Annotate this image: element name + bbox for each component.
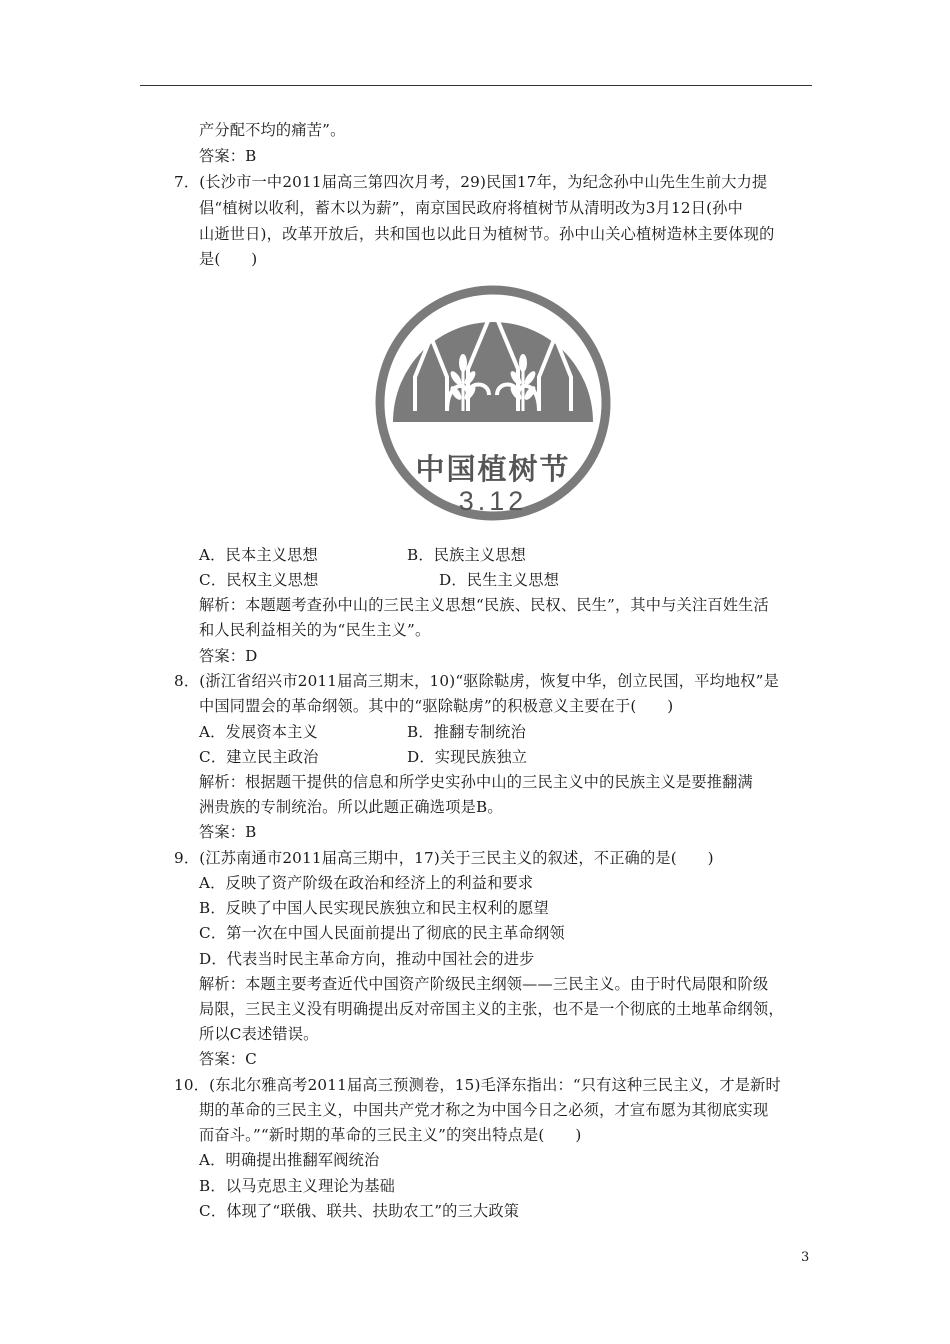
analysis-line: 所以C表述错误。 [199, 1025, 319, 1043]
question-7-line: 山逝世日)，改革开放后，共和国也以此日为植树节。孙中山关心植树造林主要体现的 [199, 225, 775, 243]
option-b: B．反映了中国人民实现民族独立和民主权利的愿望 [199, 899, 549, 917]
question-8-line: 中国同盟会的革命纲领。其中的“驱除鞑虏”的积极意义主要在于( ) [199, 697, 674, 715]
question-8-line: 8．(浙江省绍兴市2011届高三期末，10)“驱除鞑虏，恢复中华，创立民国，平均地权”是 [174, 672, 780, 690]
answer-line: 答案：C [199, 1050, 257, 1068]
arbor-day-logo [373, 283, 613, 523]
option-b: B．以马克思主义理论为基础 [199, 1177, 396, 1195]
page-number: 3 [801, 1250, 810, 1265]
option-c: C．建立民主政治 [199, 748, 319, 766]
option-d: D．实现民族独立 [407, 748, 528, 766]
option-d: D．代表当时民主革命方向，推动中国社会的进步 [199, 950, 535, 968]
answer-line: 答案：B [199, 823, 257, 841]
option-d: D．民生主义思想 [439, 571, 560, 589]
question-7-line: 7．(长沙市一中2011届高三第四次月考，29)民国17年，为纪念孙中山先生生前大力提 [174, 173, 768, 191]
option-b: B．民族主义思想 [407, 546, 527, 564]
text-line: 产分配不均的痛苦”。 [199, 121, 346, 139]
option-a: A．明确提出推翻军阀统治 [199, 1151, 380, 1169]
analysis-line: 局限，三民主义没有明确提出反对帝国主义的主张，也不是一个彻底的土地革命纲领， [199, 1000, 784, 1018]
logo-title: 中国植树节 [415, 454, 571, 486]
option-a: A．反映了资产阶级在政治和经济上的利益和要求 [199, 874, 534, 892]
question-10-line: 而奋斗。”“新时期的革命的三民主义”的突出特点是( ) [199, 1126, 582, 1144]
option-a: A．发展资本主义 [199, 723, 318, 741]
analysis-line: 和人民利益相关的为“民生主义”。 [199, 621, 431, 639]
option-b: B．推翻专制统治 [407, 723, 527, 741]
analysis-line: 解析：本题题考查孙中山的三民主义思想“民族、民权、民生”，其中与关注百姓生活 [199, 596, 769, 614]
logo-date: 3.12 [458, 486, 528, 516]
logo-top-fill [393, 322, 593, 422]
question-10-line: 期的革命的三民主义，中国共产党才称之为中国今日之必须，才宣布愿为其彻底实现 [199, 1101, 769, 1119]
header-rule [140, 85, 812, 86]
question-7-line: 倡“植树以收利，蓄木以为薪”，南京国民政府将植树节从清明改为3月12日(孙中 [199, 199, 744, 217]
analysis-line: 解析：根据题干提供的信息和所学史实孙中山的三民主义中的民族主义是要推翻满 [199, 773, 753, 791]
analysis-line: 洲贵族的专制统治。所以此题正确选项是B。 [199, 798, 503, 816]
option-a: A．民本主义思想 [199, 546, 318, 564]
question-7-line: 是( ) [199, 250, 258, 268]
answer-line: 答案：B [199, 147, 257, 165]
answer-line: 答案：D [199, 647, 258, 665]
analysis-line: 解析：本题主要考查近代中国资产阶级民主纲领——三民主义。由于时代局限和阶级 [199, 975, 769, 993]
question-9-line: 9．(江苏南通市2011届高三期中，17)关于三民主义的叙述，不正确的是( ) [174, 849, 714, 867]
option-c: C．体现了“联俄、联共、扶助农工”的三大政策 [199, 1202, 520, 1220]
option-c: C．民权主义思想 [199, 571, 319, 589]
question-10-line: 10．(东北尔雅高考2011届高三预测卷，15)毛泽东指出：“只有这种三民主义，才是新时 [174, 1076, 781, 1094]
option-c: C．第一次在中国人民面前提出了彻底的民主革命纲领 [199, 924, 565, 942]
